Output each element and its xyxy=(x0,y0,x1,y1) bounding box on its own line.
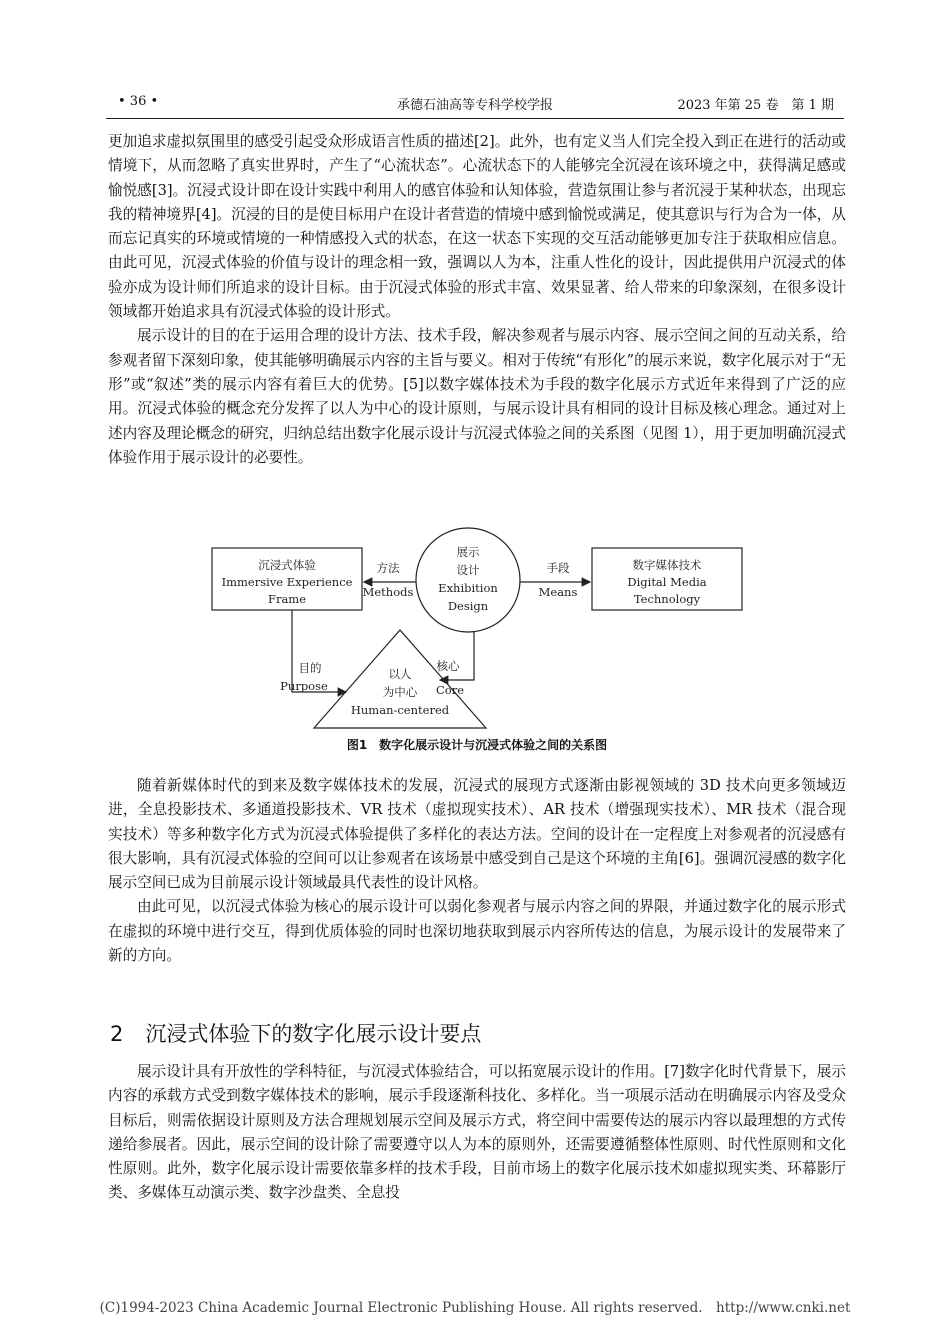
circle-line: 设计 xyxy=(456,563,480,577)
purpose-label: Purpose xyxy=(280,679,328,693)
core-label: Core xyxy=(435,683,465,697)
left-box-line: Immersive Experience xyxy=(221,575,353,589)
body-text-bottom xyxy=(108,1060,846,1206)
exhibition-design-circle xyxy=(416,528,520,632)
means-label: 手段 xyxy=(546,561,570,575)
circle-line: 展示 xyxy=(456,545,480,559)
paragraph: 展示设计具有开放性的学科特征，与沉浸式体验结合，可以拓宽展示设计的作用。[7]数字化时代背景下，展示内容的承载方式受到数字媒体技术的影响，展示手段逐渐科技化、多样化。当一项展示活动在明确展示内容及受众目标后，则需依据设计原则及方法合理规划展示空间及展示方式，将空间中需要传达的展示内容以最理想的方式传递给参展者。因此，展示空间的设计除了需要遵守以人为本的原则外，还需要遵循整体性原则、时代性原则和文化性原则。此外，数字化展示设计需要依靠多样的技术手段，目前市场上的数字化展示技术如虚拟现实类、环幕影厅类、多媒体互动演示类、数字沙盘类、全息投 xyxy=(108,1063,846,1202)
section-heading xyxy=(110,1018,481,1048)
purpose-label: 目的 xyxy=(298,661,322,675)
triangle-line: 以人 xyxy=(388,667,412,681)
paragraph: 随着新媒体时代的到来及数字媒体技术的发展，沉浸式的展现方式逐渐由影视领域的 3D 技术向更多领域迈进，全息投影技术、多通道投影技术、VR 技术（虚拟现实技术）、AR 技术（增强现实技术）、MR 技术（混合现实技术）等多种数字化方式为沉浸式体验提供了多样化的表达方法。空间的设计在一定程度上对参观者的沉浸感有很大影响，具有沉浸式体验的空间可以让参观者在该场景中感受到自己是这个环境的主角[6]。强调沉浸感的数字化展示空间已成为目前展示设计领域最具代表性的设计风格。 xyxy=(108,777,846,892)
paragraph: 更加追求虚拟氛围里的感受引起受众形成语言性质的描述[2]。此外，也有定义当人们完全投入到正在进行的活动或情境下，从而忽略了真实世界时，产生了“心流状态”。心流状态下的人能够完全沉浸在该环境之中，获得满足感或愉悦感[3]。沉浸式设计即在设计实践中利用人的感官体验和认知体验，营造氛围让参与者沉浸于某种状态，出现忘我的精神境界[4]。沉浸的目的是使目标用户在设计者营造的情境中感到愉悦或满足，使其意识与行为合为一体，从而忘记真实的环境或情境的一种情感投入式的状态，在这一状态下实现的交互活动能够更加专注于获取相应信息。由此可见，沉浸式体验的价值与设计的理念相一致，强调以人为本，注重人性化的设计，因此提供用户沉浸式的体验亦成为设计师们所追求的设计目标。由于沉浸式体验的形式丰富、效果显著、给人带来的印象深刻，在很多设计领域都开始追求具有沉浸式体验的设计形式。 xyxy=(108,133,846,321)
triangle-line: Human-centered xyxy=(350,703,450,717)
paragraph: 展示设计的目的在于运用合理的设计方法、技术手段，解决参观者与展示内容、展示空间之间的互动关系，给参观者留下深刻印象，使其能够明确展示内容的主旨与要义。相对于传统“有形化”的展示来说，数字化展示对于“无形”或“叙述”类的展示内容有着巨大的优势。[5]以数字媒体技术为手段的数字化展示方式近年来得到了广泛的应用。沉浸式体验的概念充分发挥了以人为中心的设计原则，与展示设计具有相同的设计目标及核心理念。通过对上述内容及理论概念的研究，归纳总结出数字化展示设计与沉浸式体验之间的关系图（见图 1），用于更加明确沉浸式体验作用于展示设计的必要性。 xyxy=(108,327,846,466)
methods-label: 方法 xyxy=(376,561,400,575)
triangle-line: 为中心 xyxy=(382,685,418,699)
section-title: 沉浸式体验下的数字化展示设计要点 xyxy=(145,1022,482,1046)
right-box-line: Technology xyxy=(633,592,701,606)
circle-line: Design xyxy=(447,599,489,613)
relationship-figure xyxy=(200,524,750,764)
right-box-line: Digital Media xyxy=(627,575,707,589)
journal-title: 承德石油高等专科学校学报 xyxy=(396,98,553,113)
copyright-footer: (C)1994-2023 China Academic Journal Electronic Publishing House. All rights reserved. http://www.cnki.net xyxy=(99,1300,851,1316)
left-box-line: Frame xyxy=(267,592,307,606)
diagram-svg xyxy=(200,524,750,764)
issue-info: 2023 年第 25 卷 第 1 期 xyxy=(677,98,834,113)
paragraph: 由此可见，以沉浸式体验为核心的展示设计可以弱化参观者与展示内容之间的界限，并通过数字化的展示形式在虚拟的环境中进行交互，得到优质体验的同时也深切地获取到展示内容所传达的信息，为展示设计的发展带来了新的方向。 xyxy=(108,898,846,965)
figure-caption: 图1 数字化展示设计与沉浸式体验之间的关系图 xyxy=(346,738,608,752)
running-header xyxy=(106,92,844,119)
left-box-line: 沉浸式体验 xyxy=(258,558,316,572)
circle-line: Exhibition xyxy=(438,581,498,595)
section-number: 2 xyxy=(110,1022,124,1046)
right-box-line: 数字媒体技术 xyxy=(632,558,702,572)
body-text-top xyxy=(108,130,846,470)
page-number: • 36 • xyxy=(118,94,159,109)
methods-label: Methods xyxy=(362,585,414,599)
core-label: 核心 xyxy=(436,659,460,673)
means-label: Means xyxy=(538,585,578,599)
body-text-middle xyxy=(108,774,846,968)
